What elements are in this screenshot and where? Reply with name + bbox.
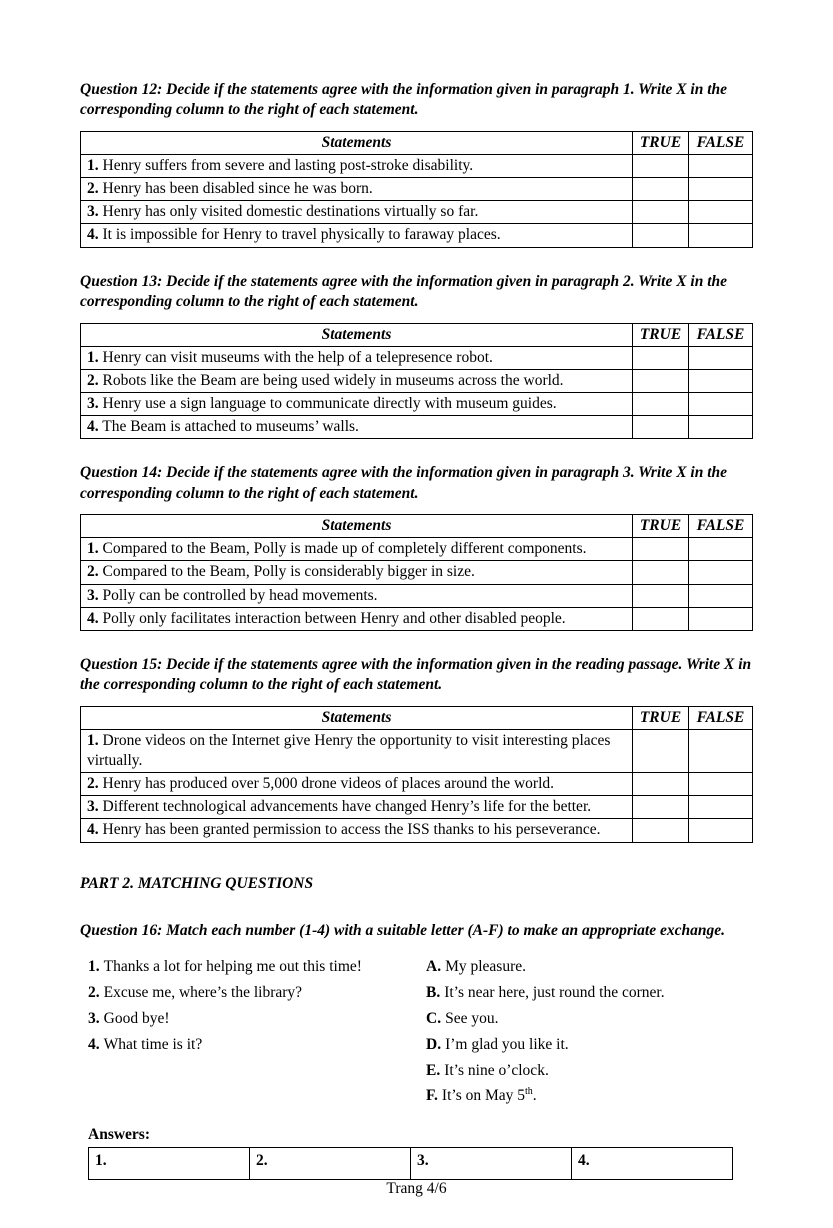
statements-header: Statements — [81, 131, 633, 154]
true-answer-cell[interactable] — [633, 416, 689, 439]
statement-row — [81, 538, 753, 561]
true-answer-cell[interactable] — [633, 201, 689, 224]
match-letter: E. — [426, 1061, 441, 1079]
match-number: 3. — [88, 1009, 100, 1027]
false-answer-cell[interactable] — [689, 155, 753, 178]
false-answer-cell[interactable] — [689, 178, 753, 201]
statement-text: Henry can visit museums with the help of a telepresence robot. — [102, 348, 493, 366]
table-header-row — [81, 706, 753, 729]
question-14-block — [80, 463, 753, 655]
statement-row — [81, 796, 753, 819]
statement-number: 3. — [87, 586, 99, 604]
statement-text: Henry use a sign language to communicate directly with museum guides. — [102, 394, 557, 412]
statement-number: 2. — [87, 775, 99, 793]
statement-row — [81, 819, 753, 842]
question-14-prompt: Question 14: Decide if the statements agree with the information given in paragraph 3. Write X in the corresponding column to the right of each statement. — [80, 464, 728, 502]
statement-text: Henry has produced over 5,000 drone videos of places around the world. — [102, 775, 555, 793]
statement-row — [81, 224, 753, 247]
question-12-block — [80, 80, 753, 272]
true-header: TRUE — [633, 515, 689, 538]
statement-cell — [81, 155, 633, 178]
question-16-prompt: Question 16: Match each number (1-4) with a suitable letter (A-F) to make an appropriate exchange. — [80, 921, 725, 939]
match-number-item — [88, 1035, 426, 1054]
statements-header: Statements — [81, 323, 633, 346]
false-answer-cell[interactable] — [689, 538, 753, 561]
match-letter-item — [426, 1035, 753, 1054]
statement-row — [81, 561, 753, 584]
match-letter-text: It’s near here, just round the corner. — [444, 983, 665, 1001]
statement-number: 1. — [87, 157, 99, 175]
false-answer-cell[interactable] — [689, 819, 753, 842]
false-header: FALSE — [689, 515, 753, 538]
question-13-table — [80, 323, 753, 440]
true-answer-cell[interactable] — [633, 155, 689, 178]
match-letter: A. — [426, 958, 442, 976]
matching-letters-column — [426, 957, 753, 1112]
true-answer-cell[interactable] — [633, 178, 689, 201]
match-number: 1. — [88, 958, 100, 976]
statement-cell — [81, 729, 633, 772]
statement-text: Henry has only visited domestic destinations virtually so far. — [102, 203, 479, 221]
match-number-text: Good bye! — [103, 1009, 170, 1027]
statement-number: 4. — [87, 418, 99, 436]
question-12-prompt: Question 12: Decide if the statements agree with the information given in paragraph 1. Write X in the corresponding column to the right of each statement. — [80, 81, 728, 119]
statement-cell — [81, 584, 633, 607]
table-header-row — [81, 515, 753, 538]
statement-text: Compared to the Beam, Polly is considerably bigger in size. — [102, 563, 475, 581]
true-answer-cell[interactable] — [633, 819, 689, 842]
question-13-prompt: Question 13: Decide if the statements agree with the information given in paragraph 2. Write X in the corresponding column to the right of each statement. — [80, 272, 728, 311]
true-answer-cell[interactable] — [633, 796, 689, 819]
statement-row — [81, 155, 753, 178]
match-letter: C. — [426, 1009, 442, 1027]
statement-text: Polly only facilitates interaction between Henry and other disabled people. — [102, 609, 566, 627]
match-letter-text: It’s nine o’clock. — [444, 1061, 549, 1079]
statement-cell — [81, 773, 633, 796]
page-footer: Trang 4/6 — [386, 1180, 447, 1198]
question-14-table — [80, 514, 753, 631]
statement-cell — [81, 346, 633, 369]
true-answer-cell[interactable] — [633, 607, 689, 630]
question-15-prompt: Question 15: Decide if the statements agree with the information given in the reading passage. Write X in the corresponding column to the right of each statement. — [80, 655, 752, 694]
answer-cell-2[interactable]: 2. — [250, 1148, 411, 1180]
statement-cell — [81, 416, 633, 439]
match-number-item — [88, 1009, 426, 1028]
statement-row — [81, 369, 753, 392]
statement-number: 1. — [87, 540, 99, 558]
statement-cell — [81, 796, 633, 819]
statement-number: 2. — [87, 180, 99, 198]
statement-number: 1. — [87, 348, 99, 366]
false-header: FALSE — [689, 706, 753, 729]
false-answer-cell[interactable] — [689, 224, 753, 247]
statements-header: Statements — [81, 706, 633, 729]
statement-number: 3. — [87, 203, 99, 221]
match-letter: D. — [426, 1035, 442, 1053]
statement-row — [81, 607, 753, 630]
statement-cell — [81, 538, 633, 561]
statement-cell — [81, 178, 633, 201]
false-answer-cell[interactable] — [689, 346, 753, 369]
false-answer-cell[interactable] — [689, 369, 753, 392]
statements-header: Statements — [81, 515, 633, 538]
table-header-row — [81, 323, 753, 346]
false-answer-cell[interactable] — [689, 392, 753, 415]
false-header: FALSE — [689, 131, 753, 154]
match-letter-item — [426, 1009, 753, 1028]
statement-number: 3. — [87, 394, 99, 412]
statement-row — [81, 178, 753, 201]
false-answer-cell[interactable] — [689, 416, 753, 439]
false-answer-cell[interactable] — [689, 584, 753, 607]
statement-text: Drone videos on the Internet give Henry the opportunity to visit interesting places virtually. — [87, 731, 611, 770]
answers-row — [89, 1148, 733, 1180]
match-number-item — [88, 983, 426, 1002]
statement-number: 4. — [87, 226, 99, 244]
statement-row — [81, 584, 753, 607]
question-16-block — [80, 921, 753, 1181]
match-letter-item — [426, 957, 753, 976]
match-letter-item — [426, 983, 753, 1002]
true-header: TRUE — [633, 706, 689, 729]
statement-text: Polly can be controlled by head movements. — [102, 586, 378, 604]
match-number-item — [88, 957, 426, 976]
table-header-row — [81, 131, 753, 154]
statement-number: 3. — [87, 798, 99, 816]
answer-cell-1[interactable]: 1. — [89, 1148, 250, 1180]
true-header: TRUE — [633, 323, 689, 346]
true-answer-cell[interactable] — [633, 729, 689, 772]
true-header: TRUE — [633, 131, 689, 154]
statement-number: 4. — [87, 821, 99, 839]
statement-text: Different technological advancements have changed Henry’s life for the better. — [102, 798, 592, 816]
true-answer-cell[interactable] — [633, 584, 689, 607]
statement-cell — [81, 819, 633, 842]
statement-row — [81, 346, 753, 369]
statement-number: 2. — [87, 563, 99, 581]
statement-row — [81, 201, 753, 224]
answers-label: Answers: — [88, 1126, 150, 1144]
true-answer-cell[interactable] — [633, 392, 689, 415]
statement-cell — [81, 369, 633, 392]
statement-cell — [81, 561, 633, 584]
true-answer-cell[interactable] — [633, 561, 689, 584]
match-number: 4. — [88, 1035, 100, 1053]
true-answer-cell[interactable] — [633, 346, 689, 369]
statement-text: Henry suffers from severe and lasting post-stroke disability. — [102, 157, 474, 175]
ordinal-superscript: th — [525, 1086, 533, 1098]
statement-row — [81, 392, 753, 415]
false-answer-cell[interactable] — [689, 796, 753, 819]
statement-text: Compared to the Beam, Polly is made up of completely different components. — [102, 540, 587, 558]
true-answer-cell[interactable] — [633, 224, 689, 247]
match-letter: F. — [426, 1087, 438, 1105]
statement-row — [81, 773, 753, 796]
match-number: 2. — [88, 983, 100, 1001]
matching-numbers-column — [88, 957, 426, 1112]
answer-cell-4[interactable]: 4. — [572, 1148, 733, 1180]
question-15-table — [80, 706, 753, 843]
match-number-text: What time is it? — [103, 1035, 203, 1053]
statement-number: 1. — [87, 731, 99, 749]
statement-number: 4. — [87, 609, 99, 627]
match-letter-text: It’s on May 5th. — [441, 1086, 537, 1105]
match-letter-text: See you. — [445, 1009, 499, 1027]
statement-number: 2. — [87, 371, 99, 389]
match-letter-item — [426, 1086, 753, 1105]
statement-text: Robots like the Beam are being used widely in museums across the world. — [102, 371, 564, 389]
statement-cell — [81, 224, 633, 247]
match-number-text: Excuse me, where’s the library? — [103, 983, 303, 1001]
false-answer-cell[interactable] — [689, 561, 753, 584]
true-answer-cell[interactable] — [633, 773, 689, 796]
match-letter: B. — [426, 983, 441, 1001]
statement-cell — [81, 392, 633, 415]
false-answer-cell[interactable] — [689, 729, 753, 772]
false-answer-cell[interactable] — [689, 773, 753, 796]
statement-row — [81, 729, 753, 772]
false-answer-cell[interactable] — [689, 607, 753, 630]
statement-cell — [81, 607, 633, 630]
match-number-text: Thanks a lot for helping me out this time! — [103, 958, 362, 976]
matching-columns — [88, 957, 753, 1112]
statement-text: Henry has been disabled since he was born. — [102, 180, 373, 198]
true-answer-cell[interactable] — [633, 538, 689, 561]
part-2-title: PART 2. MATCHING QUESTIONS — [80, 874, 314, 892]
statement-row — [81, 416, 753, 439]
match-letter-text: I’m glad you like it. — [445, 1035, 569, 1053]
statement-text: Henry has been granted permission to access the ISS thanks to his perseverance. — [102, 821, 601, 839]
question-15-block — [80, 655, 753, 867]
false-answer-cell[interactable] — [689, 201, 753, 224]
statement-text: It is impossible for Henry to travel physically to faraway places. — [102, 226, 501, 244]
statement-cell — [81, 201, 633, 224]
answer-cell-3[interactable]: 3. — [411, 1148, 572, 1180]
true-answer-cell[interactable] — [633, 369, 689, 392]
question-12-table — [80, 131, 753, 248]
question-13-block — [80, 272, 753, 464]
statement-text: The Beam is attached to museums’ walls. — [102, 418, 359, 436]
false-header: FALSE — [689, 323, 753, 346]
answers-table — [88, 1147, 733, 1180]
match-letter-text: My pleasure. — [445, 958, 526, 976]
match-letter-item — [426, 1061, 753, 1080]
